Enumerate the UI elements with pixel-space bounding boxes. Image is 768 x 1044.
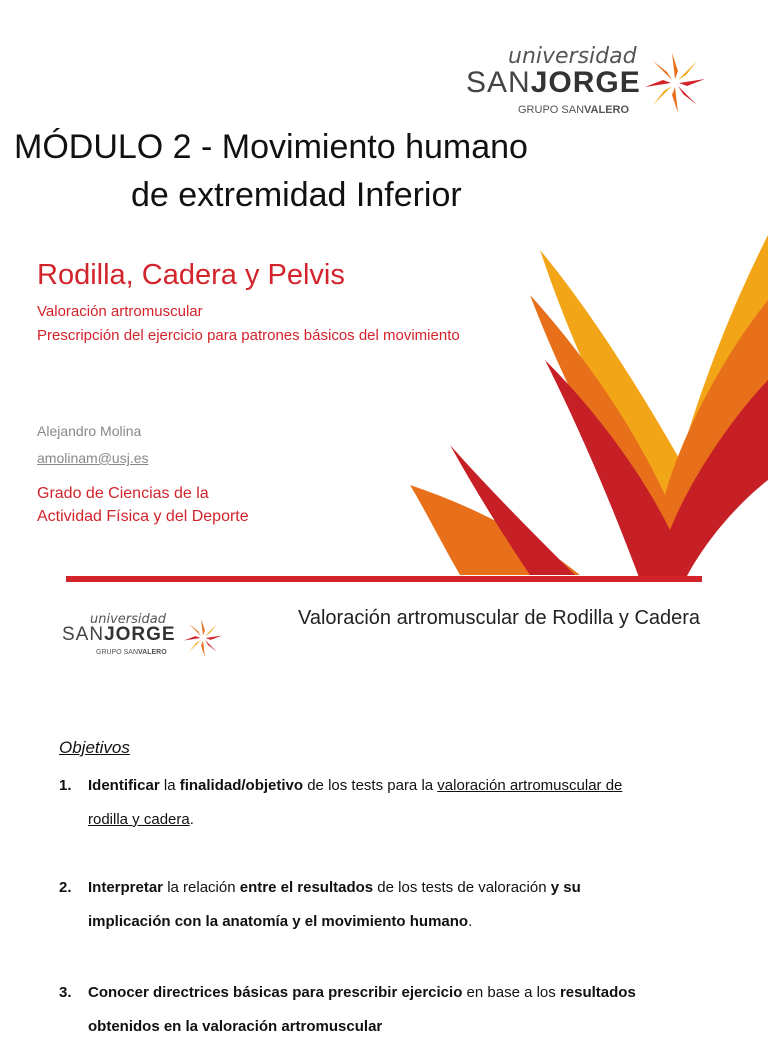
objective-number: 1. [59,777,72,794]
author-name: Alejandro Molina [37,423,142,439]
sunburst-logo-icon [642,50,708,116]
logo-universidad-text: universidad [508,44,637,69]
logo-jorge: JORGE [530,66,641,99]
objective-number: 2. [59,879,72,896]
section-logo-grupo: GRUPO SANVALERO [96,649,167,656]
logo-sanjorge-text [466,66,641,100]
header-logo [466,44,716,124]
objective-number: 3. [59,984,72,1001]
page-title-line2: de extremidad Inferior [131,176,462,214]
page-title-line1: MÓDULO 2 - Movimiento humano [14,128,528,166]
section-sunburst-logo-icon [182,617,224,659]
objective-item-2: 2. Interpretar la relación entre el resultados de los tests de valoración y su implicación con la anatomía y el movimiento humano. [59,871,719,939]
degree-line2: Actividad Física y del Deporte [37,508,249,525]
section-logo-sanjorge: SANJORGE [62,624,176,645]
objective-item-3: 3. Conocer directrices básicas para prescribir ejercicio en base a los resultados obtenidos en la valoración artromuscular [59,976,719,1044]
section-title: Valoración artromuscular de Rodilla y Cadera [298,607,701,629]
degree-line1: Grado de Ciencias de la [37,485,209,502]
logo-grupo-text: GRUPO SANVALERO [518,104,630,116]
red-divider [66,576,702,582]
flame-decoration [380,230,768,580]
topic-title: Rodilla, Cadera y Pelvis [37,259,345,291]
objectives-heading: Objetivos [59,738,130,757]
section-logo [62,612,232,664]
author-email-link[interactable]: amolinam@usj.es [37,450,149,466]
objective-item-1: 1. Identificar la finalidad/objetivo de los tests para la valoración artromuscular de rodilla y cadera. [59,769,719,837]
topic-subtitle-2: Prescripción del ejercicio para patrones básicos del movimiento [37,327,460,344]
topic-subtitle-1: Valoración artromuscular [37,303,203,320]
section-logo-universidad: universidad [90,612,166,627]
logo-san: SAN [466,66,531,99]
